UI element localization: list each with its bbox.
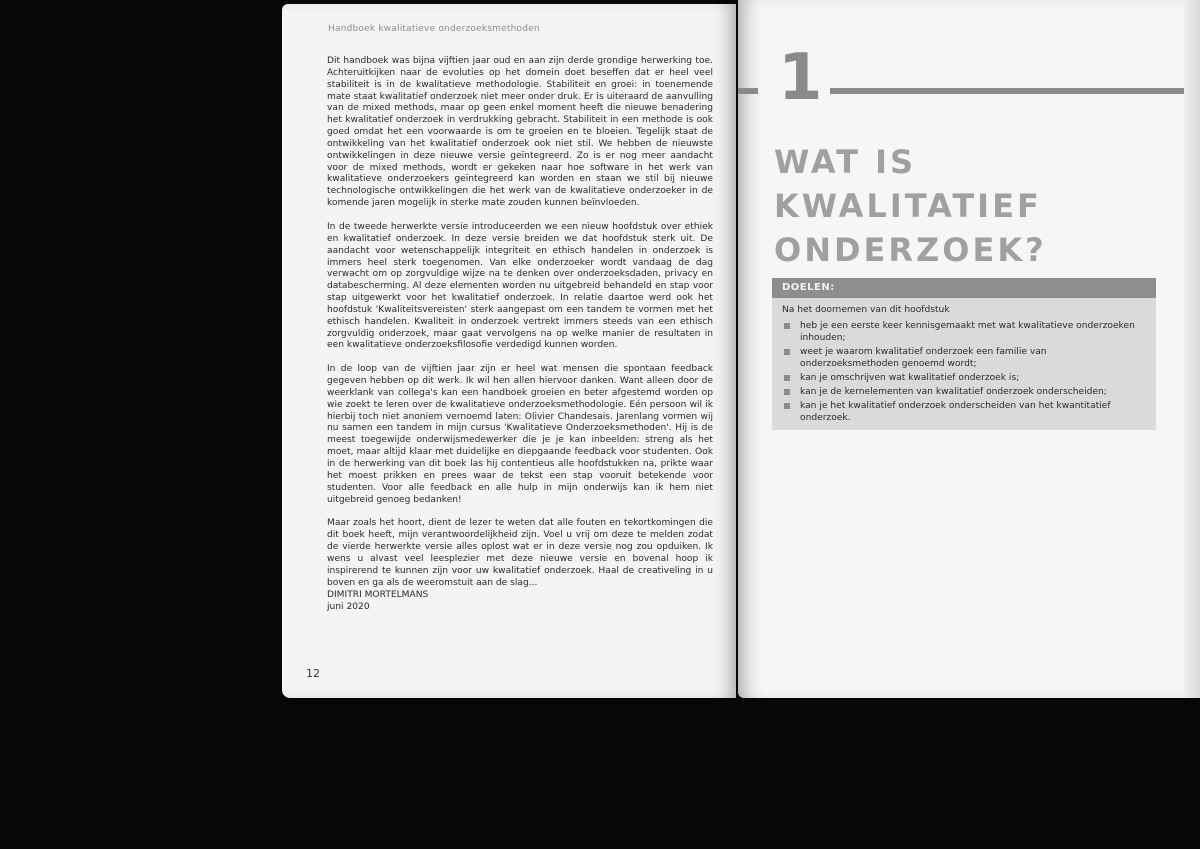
- chapter-title-line-1: WAT IS KWALITATIEF: [774, 143, 1042, 225]
- goal-text: kan je het kwalitatief onderzoek onderscheiden van het kwantitatief onderzoek.: [800, 401, 1111, 423]
- goals-list: [772, 320, 1156, 424]
- page-edge: [1184, 0, 1200, 698]
- running-header: Handboek kwalitatieve onderzoeksmethoden: [328, 24, 540, 34]
- signature: [327, 589, 428, 613]
- goal-text: kan je omschrijven wat kwalitatief onderzoek is;: [800, 373, 1020, 383]
- goal-text: heb je een eerste keer kennisgemaakt met wat kwalitatieve onderzoeken inhouden;: [800, 321, 1135, 343]
- goal-text: kan je de kernelementen van kwalitatief onderzoek onderscheiden;: [800, 387, 1107, 397]
- goal-item: [782, 346, 1146, 370]
- goals-box: [772, 278, 1156, 430]
- preface-text: [327, 56, 713, 601]
- square-bullet-icon: [784, 323, 790, 329]
- goal-item: [782, 320, 1146, 344]
- paragraph-3: In de loop van de vijftien jaar zijn er heel wat mensen die spontaan feedback gegeven hebben op dit werk. Ik wil hen allen hiervoor danken. Want alleen door de weerklank van collega's kan een handboek groeien en beter afgestemd worden op wie zoekt te leren over de kwalitatieve onderzoeksmethodologie. Eén persoon wil ik hierbij toch niet anoniem vernoemd laten: Olivier Chandesais. Jarenlang vormen wij nu samen een tandem in mijn cursus 'Kwalitatieve Onderzoeksmethoden'. Hij is de meest toegewijde onderwijsmedewerker die je je kan inbeelden: streng als het moet, maar altijd klaar met duidelijke en diepgaande feedback voor studenten. Ook in de herwerking van dit boek las hij contentieus alle hoofdstukken na, prikte waar het moest prikken en prees waar de tekst een stap vooruit betekende voor studenten. Voor alle feedback en alle hulp in mijn onderwijs kan ik hem niet uitgebreid genoeg bedanken!: [327, 364, 713, 505]
- page-number: 12: [306, 667, 320, 680]
- chapter-title: [774, 140, 1194, 272]
- chapter-title-line-2: ONDERZOEK?: [774, 231, 1047, 269]
- chapter-number: 1: [778, 41, 823, 115]
- paragraph-1: Dit handboek was bijna vijftien jaar oud en aan zijn derde grondige herwerking toe. Achteruitkijken naar de evoluties op het domein doet beseffen dat er heel veel stabiliteit is in de kwalitatieve methodologie. Stabiliteit en groei: in toenemende mate staat kwalitatief onderzoek niet meer onder druk. Er is uiteraard de aanvulling van de mixed methods, maar op geen enkel moment heeft die nieuwe benadering het kwalitatief onderzoek in verdrukking gebracht. Stabiliteit in een methode is ook goed omdat het een voorwaarde is om te groeien en te bloeien. Tegelijk staat de ontwikkeling van het kwalitatief onderzoek ook niet stil. We hebben de nieuwste ontwikkelingen in deze nieuwe versie geïntegreerd. Zo is er nog meer aandacht voor de mixed methods, wordt er gekeken naar hoe software in het werk van kwalitatieve onderzoekers geïntegreerd kan worden en staan we stil bij nieuwe technologische ontwikkelingen die het werk van de kwalitatieve onderzoeker in de komende jaren mogelijk in sterke mate zouden kunnen beïnvloeden.: [327, 56, 713, 209]
- goals-heading: DOELEN:: [772, 278, 1156, 298]
- square-bullet-icon: [784, 389, 790, 395]
- chapter-rule-left: [738, 88, 758, 94]
- goal-item: [782, 386, 1146, 398]
- goal-text: weet je waarom kwalitatief onderzoek een familie van onderzoeksmethoden genoemd wordt;: [800, 347, 1047, 369]
- left-page: [282, 4, 736, 698]
- right-page: [738, 0, 1200, 698]
- square-bullet-icon: [784, 349, 790, 355]
- signature-name: DIMITRI MORTELMANS: [327, 590, 429, 600]
- goal-item: [782, 400, 1146, 424]
- square-bullet-icon: [784, 403, 790, 409]
- paragraph-2: In de tweede herwerkte versie introduceerden we een nieuw hoofdstuk over ethiek en kwalitatief onderzoek. In deze versie breiden we dat hoofdstuk sterk uit. De aandacht voor wetenschappelijk integriteit en ethisch handelen in onderzoek is immers heel sterk toegenomen. Van elke onderzoeker wordt vandaag de dag verwacht om op zorgvuldige wijze na te denken over onderzoeksdaden, privacy en databescherming. Al deze elementen worden nu uitgebreid behandeld en stap voor stap uitgewerkt voor het kwalitatief onderzoek. In relatie daartoe werd ook het hoofdstuk 'Kwaliteitsvereisten' sterk aangepast om een tandem te vormen met het ethisch handelen. Kwaliteit in onderzoek vertrekt immers steeds van een ethisch zorgvuldig onderzoek, maar gaat vervolgens na op welke manier de resultaten in een kwalitatieve onderzoeksfilosofie verdedigd kunnen worden.: [327, 221, 713, 351]
- signature-date: juni 2020: [327, 602, 370, 612]
- goal-item: [782, 372, 1146, 384]
- chapter-rule: [830, 88, 1200, 94]
- paragraph-4: Maar zoals het hoort, dient de lezer te weten dat alle fouten en tekortkomingen die dit boek heeft, mijn verantwoordelijkheid zijn. Voel u vrij om deze te melden zodat de vierde herwerkte versie alles oplost wat er in deze versie nog zou opduiken. Ik wens u alvast veel leesplezier met deze nieuwe versie en bovenal hoop ik inspirerend te kunnen zijn voor uw kwalitatief onderzoek. Haal de creativeling in u boven en ga als de weeromstuit aan de slag...: [327, 518, 713, 588]
- square-bullet-icon: [784, 375, 790, 381]
- goals-intro: Na het doornemen van dit hoofdstuk: [782, 305, 950, 315]
